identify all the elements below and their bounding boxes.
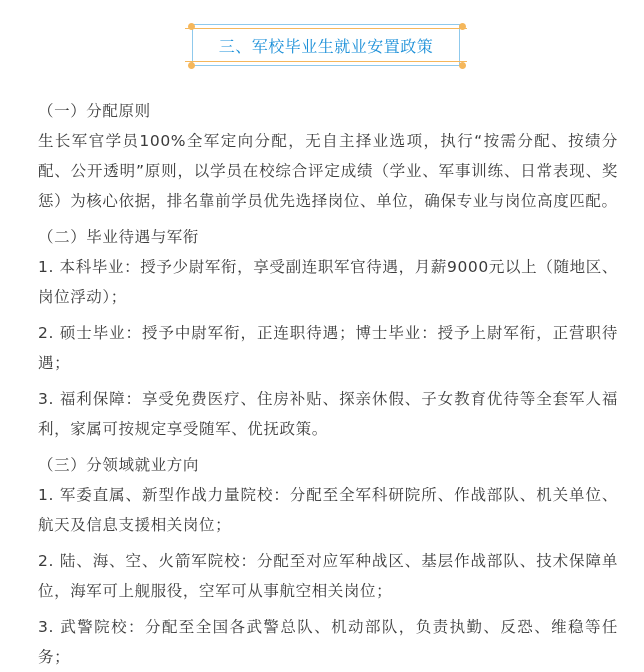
section2-item: 2. 硕士毕业：授予中尉军衔，正连职待遇；博士毕业：授予上尉军衔，正营职待遇； bbox=[38, 324, 618, 372]
section-title-box bbox=[192, 24, 460, 66]
section3-item: 3. 武警院校：分配至全国各武警总队、机动部队，负责执勤、反恐、维稳等任务； bbox=[38, 618, 618, 666]
corner-dot-icon bbox=[188, 23, 195, 30]
section-title-frame bbox=[192, 24, 462, 68]
article-body bbox=[38, 96, 618, 672]
corner-dot-icon bbox=[459, 23, 466, 30]
section-title: 三、军校毕业生就业安置政策 bbox=[217, 34, 436, 57]
corner-dot-icon bbox=[188, 62, 195, 69]
section2-item: 1. 本科毕业：授予少尉军衔，享受副连职军官待遇，月薪9000元以上（随地区、岗位浮动）； bbox=[38, 258, 618, 306]
section3-item: 1. 军委直属、新型作战力量院校：分配至全军科研院所、作战部队、机关单位、航天及信息支援相关岗位； bbox=[38, 486, 618, 534]
section2-item: 3. 福利保障：享受免费医疗、住房补贴、探亲休假、子女教育优待等全套军人福利，家属可按规定享受随军、优抚政策。 bbox=[38, 390, 618, 438]
corner-dot-icon bbox=[459, 62, 466, 69]
section3-item: 2. 陆、海、空、火箭军院校：分配至对应军种战区、基层作战部队、技术保障单位，海军可上舰服役，空军可从事航空相关岗位； bbox=[38, 552, 618, 600]
section2-heading: （二）毕业待遇与军衔 bbox=[38, 228, 200, 246]
section1-paragraph: 生长军官学员100%全军定向分配，无自主择业选项，执行“按需分配、按绩分配、公开透明”原则，以学员在校综合评定成绩（学业、军事训练、日常表现、奖惩）为核心依据，排名靠前学员优先选择岗位、单位，确保专业与岗位高度匹配。 bbox=[38, 132, 618, 210]
section1-heading: （一）分配原则 bbox=[38, 102, 151, 120]
section3-heading: （三）分领域就业方向 bbox=[38, 456, 200, 474]
